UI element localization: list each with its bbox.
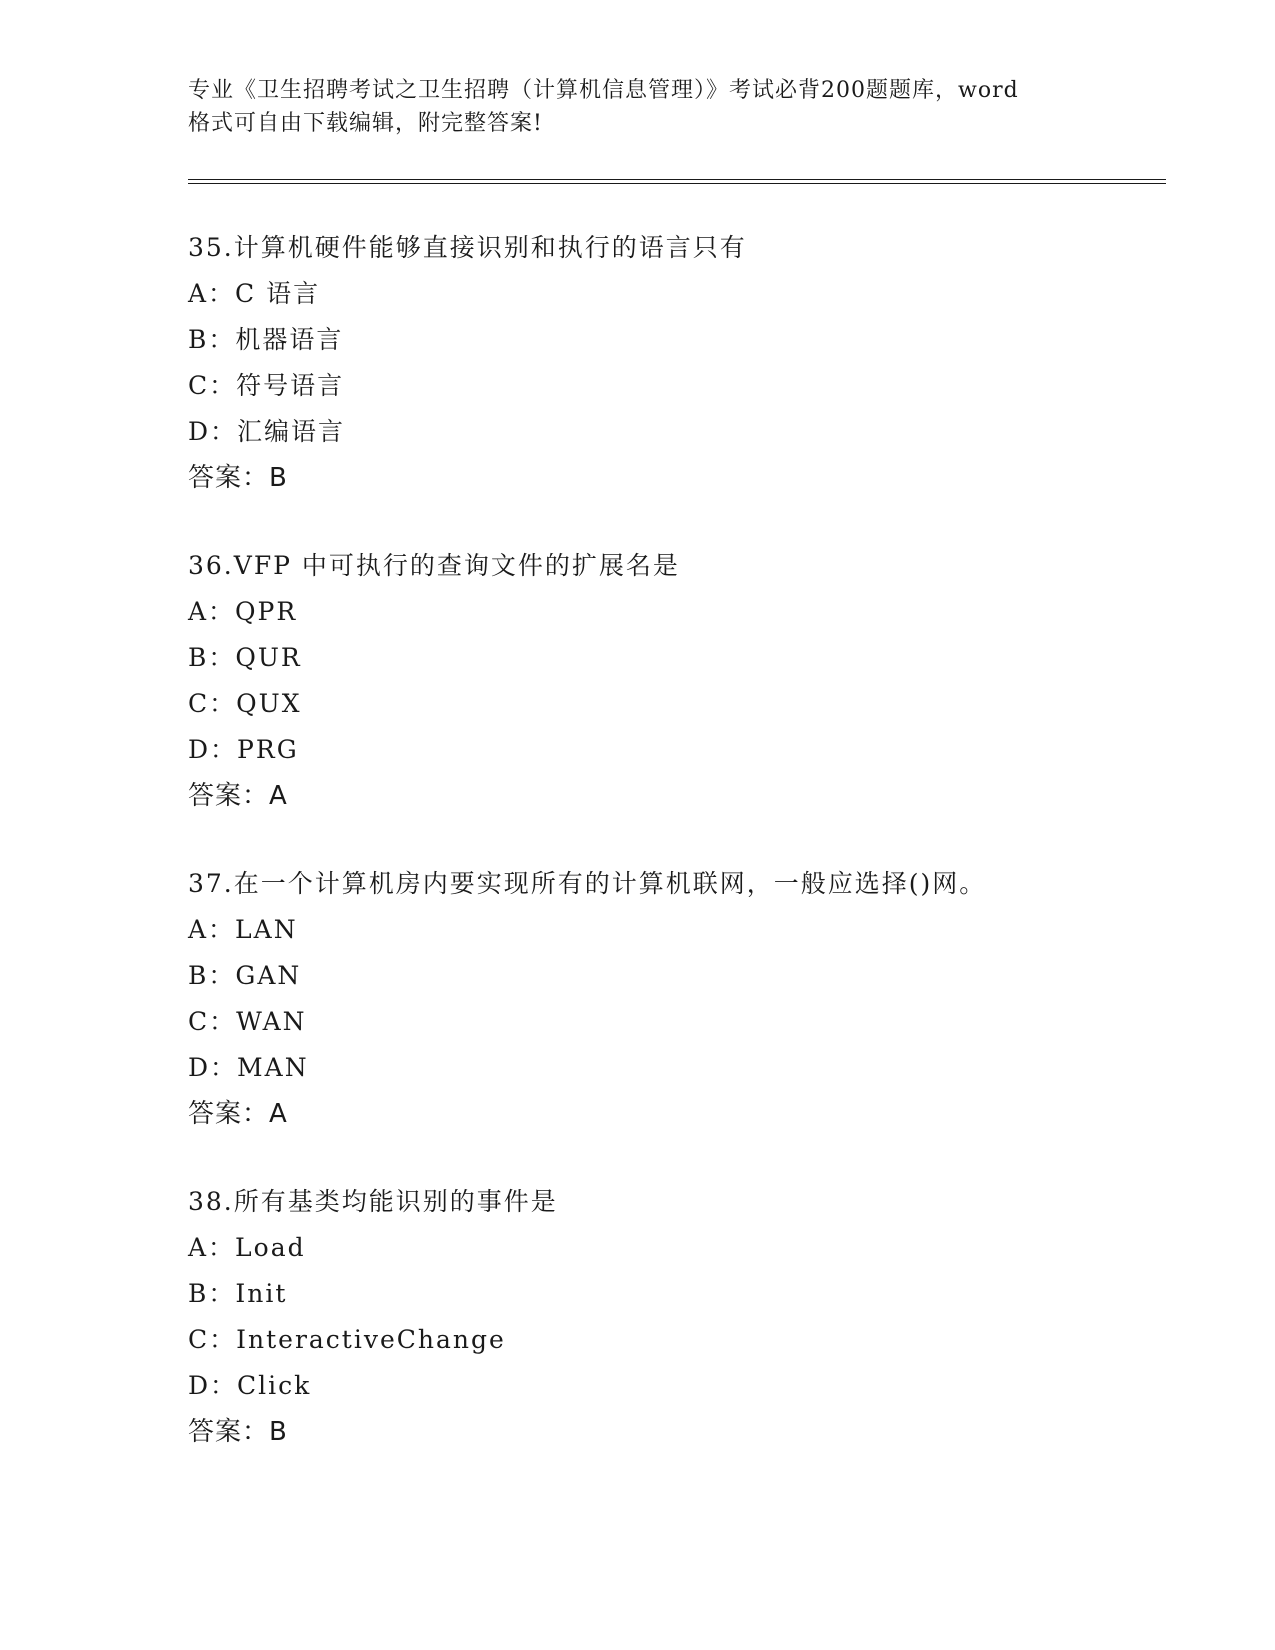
option-d: D：PRG bbox=[188, 735, 299, 764]
header-line-2: 格式可自由下载编辑，附完整答案! bbox=[188, 111, 543, 136]
document-header bbox=[188, 74, 1088, 140]
option-a: A：QPR bbox=[188, 597, 298, 626]
question-title: 38.所有基类均能识别的事件是 bbox=[188, 1187, 558, 1216]
option-c: C：QUX bbox=[188, 689, 302, 718]
header-line-1: 专业《卫生招聘考试之卫生招聘（计算机信息管理）》考试必背200题题库，word bbox=[188, 78, 1019, 103]
question-title: 37.在一个计算机房内要实现所有的计算机联网，一般应选择()网。 bbox=[188, 869, 987, 898]
answer: 答案：A bbox=[188, 1099, 288, 1129]
option-a: A：Load bbox=[188, 1233, 306, 1262]
option-b: B：机器语言 bbox=[188, 325, 344, 354]
option-c: C：符号语言 bbox=[188, 371, 345, 400]
question-38 bbox=[188, 1186, 1188, 1462]
option-d: D：汇编语言 bbox=[188, 417, 346, 446]
question-title: 36.VFP 中可执行的查询文件的扩展名是 bbox=[188, 551, 680, 580]
question-35 bbox=[188, 232, 1188, 508]
option-a: A：C 语言 bbox=[188, 279, 321, 308]
question-36 bbox=[188, 550, 1188, 826]
header-divider bbox=[188, 179, 1166, 184]
option-d: D：MAN bbox=[188, 1053, 309, 1082]
option-a: A：LAN bbox=[188, 915, 298, 944]
option-c: C：WAN bbox=[188, 1007, 307, 1036]
answer: 答案：B bbox=[188, 1417, 288, 1447]
answer: 答案：B bbox=[188, 463, 288, 493]
option-d: D：Click bbox=[188, 1371, 312, 1400]
option-c: C：InteractiveChange bbox=[188, 1325, 506, 1354]
option-b: B：GAN bbox=[188, 961, 302, 990]
question-title: 35.计算机硬件能够直接识别和执行的语言只有 bbox=[188, 233, 747, 262]
option-b: B：QUR bbox=[188, 643, 302, 672]
question-37 bbox=[188, 868, 1188, 1144]
option-b: B：Init bbox=[188, 1279, 288, 1308]
answer: 答案：A bbox=[188, 781, 288, 811]
